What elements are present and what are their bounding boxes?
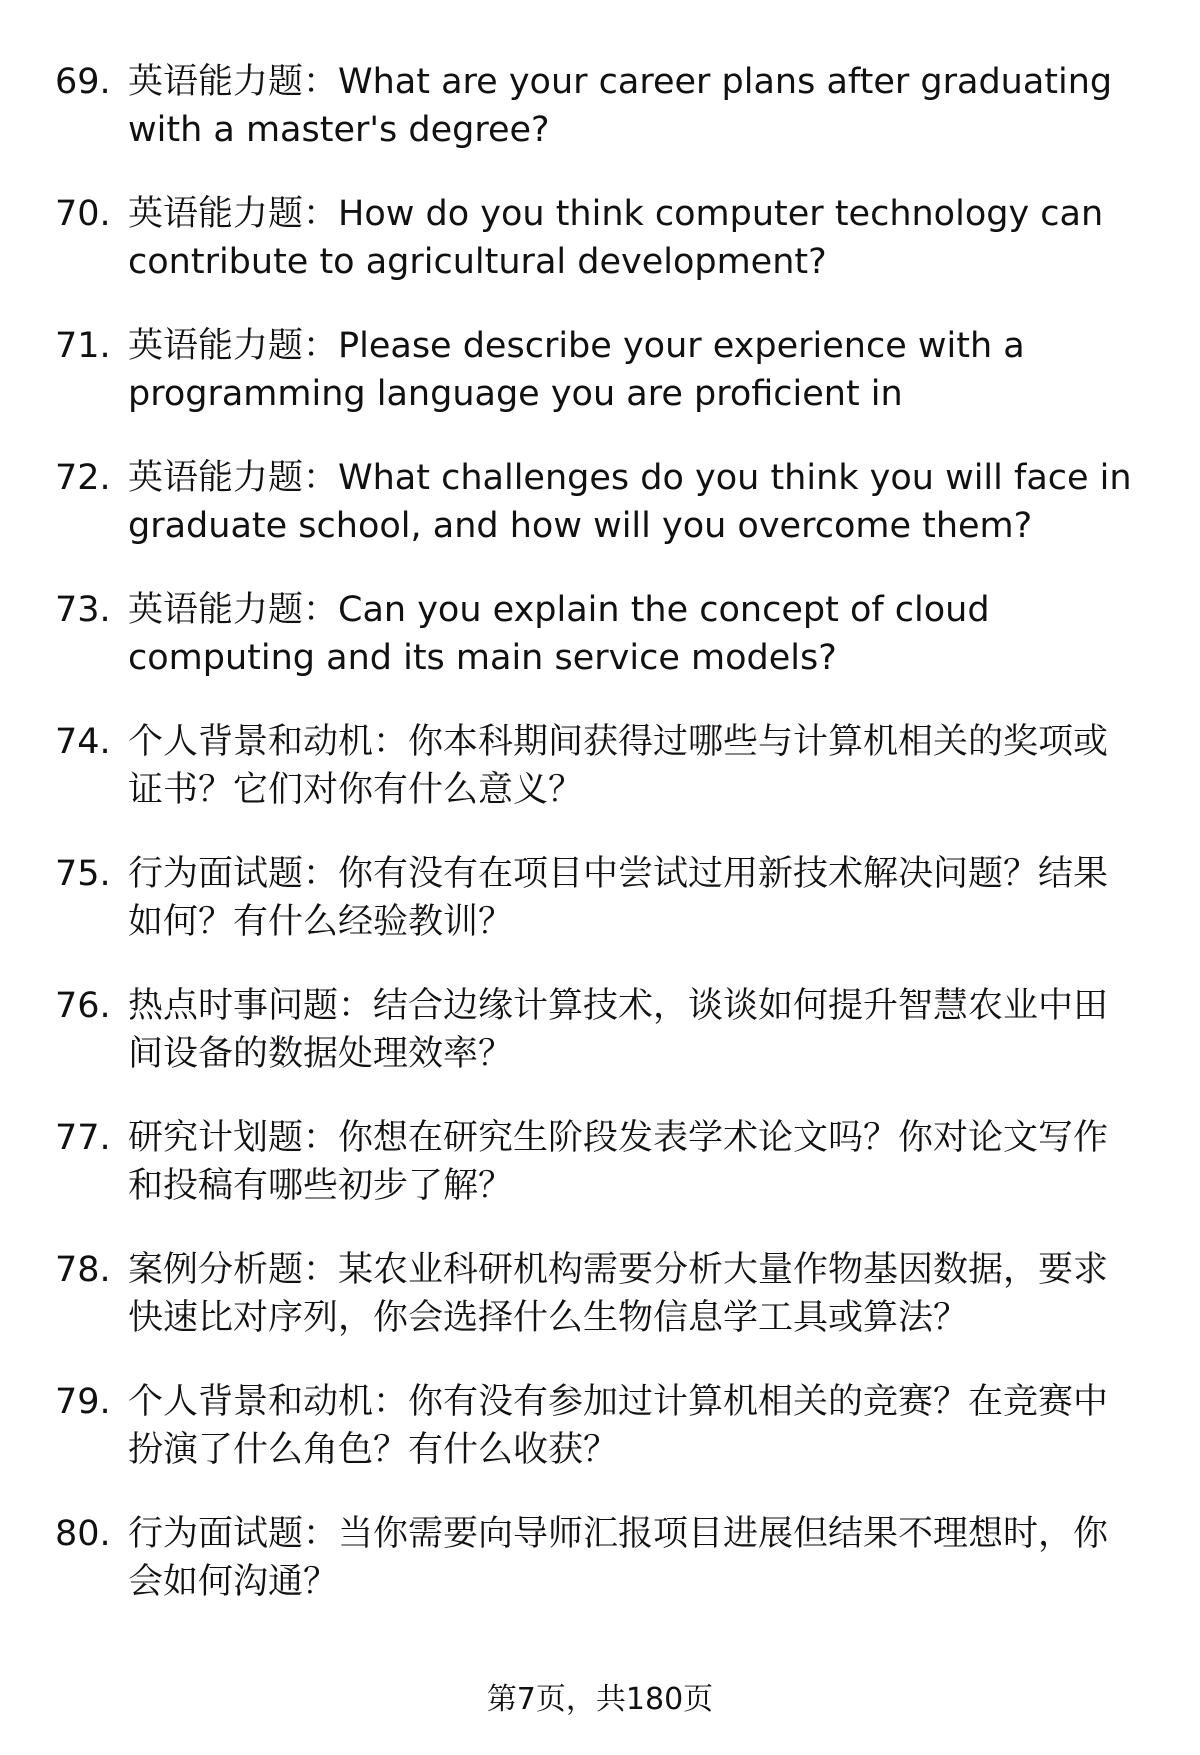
question-text <box>128 190 1138 286</box>
question-number: 76. <box>55 986 111 1026</box>
question-item <box>55 322 1145 454</box>
question-text <box>128 454 1138 550</box>
question-text <box>128 718 1138 814</box>
question-number: 77. <box>55 1118 111 1158</box>
question-item <box>55 1246 1145 1378</box>
question-category: 英语能力题： <box>128 194 339 234</box>
question-text <box>128 58 1138 154</box>
question-category: 热点时事问题： <box>128 986 374 1026</box>
question-category: 个人背景和动机： <box>128 1382 409 1422</box>
question-category: 案例分析题： <box>128 1250 339 1290</box>
question-category: 个人背景和动机： <box>128 722 409 762</box>
question-number: 73. <box>55 590 111 630</box>
question-text <box>128 586 1138 682</box>
question-text <box>128 322 1138 418</box>
question-item <box>55 1378 1145 1510</box>
question-item <box>55 1114 1145 1246</box>
page-footer: 第7页，共180页 <box>486 1682 714 1717</box>
question-body: 你有没有参加过计算机相关的竞赛？在竞赛中扮演了什么角色？有什么收获？ <box>128 1382 1109 1470</box>
question-text <box>128 1114 1138 1210</box>
question-category: 英语能力题： <box>128 326 339 366</box>
question-category: 研究计划题： <box>128 1118 339 1158</box>
question-item <box>55 850 1145 982</box>
question-item <box>55 58 1145 190</box>
question-item <box>55 982 1145 1114</box>
question-body: 你想在研究生阶段发表学术论文吗？你对论文写作和投稿有哪些初步了解？ <box>128 1118 1109 1206</box>
question-text <box>128 982 1138 1078</box>
question-body: 你本科期间获得过哪些与计算机相关的奖项或证书？它们对你有什么意义？ <box>128 722 1109 810</box>
question-category: 英语能力题： <box>128 62 339 102</box>
question-category: 英语能力题： <box>128 458 339 498</box>
question-category: 行为面试题： <box>128 854 339 894</box>
question-body: How do you think computer technology can contribute to agricultural development? <box>128 194 1104 282</box>
question-body: 结合边缘计算技术，谈谈如何提升智慧农业中田间设备的数据处理效率？ <box>128 986 1109 1074</box>
question-number: 71. <box>55 326 111 366</box>
question-number: 70. <box>55 194 111 234</box>
question-body: Can you explain the concept of cloud computing and its main service models? <box>128 590 990 678</box>
question-body: 某农业科研机构需要分析大量作物基因数据，要求快速比对序列，你会选择什么生物信息学工具或算法？ <box>128 1250 1109 1338</box>
question-text <box>128 1510 1138 1606</box>
question-item <box>55 1510 1145 1642</box>
question-category: 行为面试题： <box>128 1514 339 1554</box>
question-text <box>128 1246 1138 1342</box>
question-number: 75. <box>55 854 111 894</box>
question-body: What challenges do you think you will face in graduate school, and how will you overcome them? <box>128 458 1132 546</box>
question-item <box>55 454 1145 586</box>
question-number: 74. <box>55 722 111 762</box>
question-body: 当你需要向导师汇报项目进展但结果不理想时，你会如何沟通？ <box>128 1514 1109 1602</box>
question-number: 78. <box>55 1250 111 1290</box>
question-body: Please describe your experience with a programming language you are proficient in <box>128 326 1025 414</box>
question-body: 你有没有在项目中尝试过用新技术解决问题？结果如何？有什么经验教训？ <box>128 854 1109 942</box>
question-number: 79. <box>55 1382 111 1422</box>
question-text <box>128 1378 1138 1474</box>
question-text <box>128 850 1138 946</box>
question-body: What are your career plans after graduating with a master's degree? <box>128 62 1113 150</box>
question-item <box>55 190 1145 322</box>
question-item <box>55 586 1145 718</box>
question-number: 69. <box>55 62 111 102</box>
question-category: 英语能力题： <box>128 590 339 630</box>
question-list <box>55 58 1145 1642</box>
question-item <box>55 718 1145 850</box>
question-number: 80. <box>55 1514 111 1554</box>
question-number: 72. <box>55 458 111 498</box>
